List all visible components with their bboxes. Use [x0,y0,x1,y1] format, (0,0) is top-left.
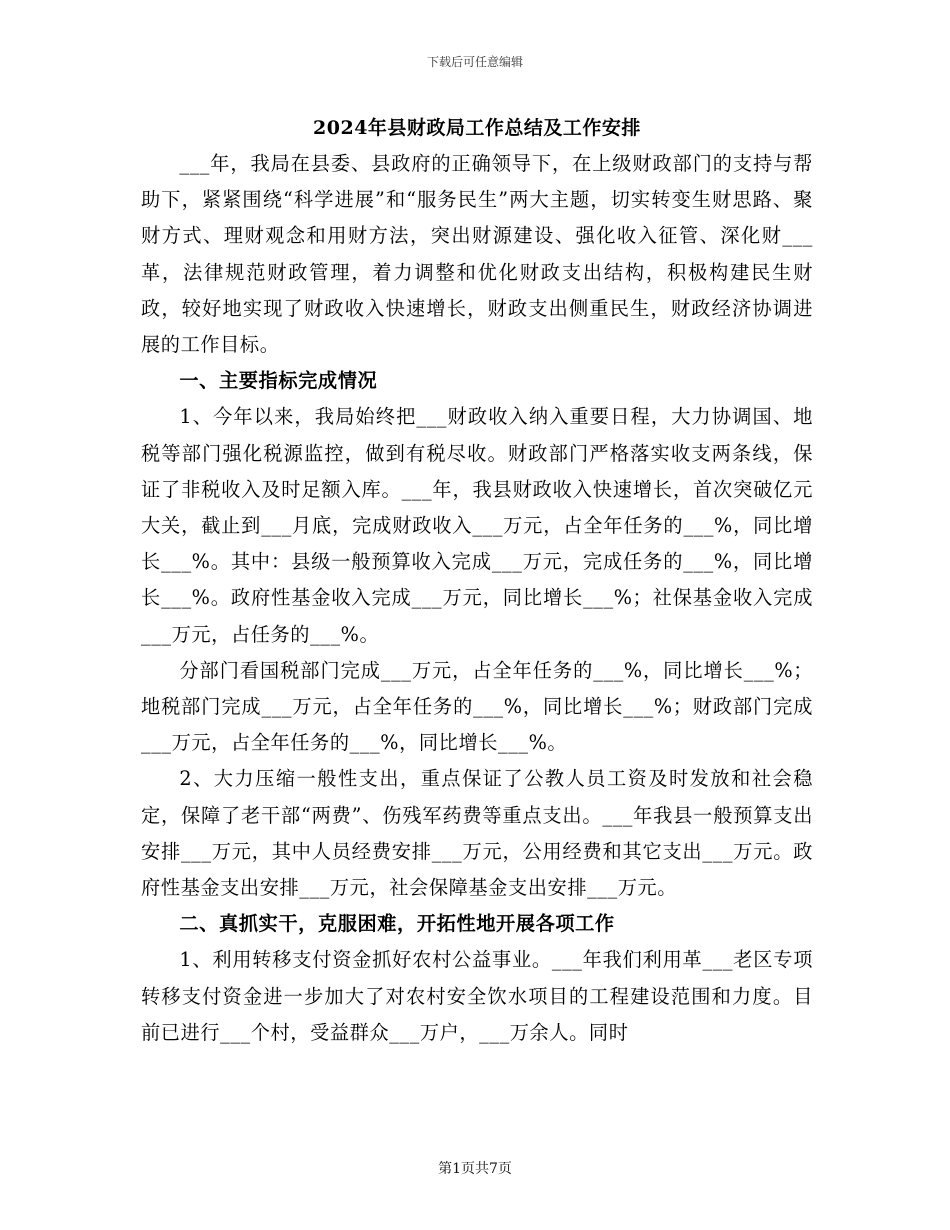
section-1-paragraph-3: 2、大力压缩一般性支出，重点保证了公教人员工资及时发放和社会稳定，保障了老干部“两费”、伤残军药费等重点支出。___年我县一般预算支出安排___万元，其中人员经费安排___万元，公用经费和其它支出___万元。政府性基金支出安排___万元，社会保障基金支出安排___万元。 [141,767,813,900]
section-2-heading: 二、真抓实干，克服困难，开拓性地开展各项工作 [179,912,615,936]
document-body [141,110,813,1051]
page-header-note: 下载后可任意编辑 [426,55,523,69]
section-1-paragraph-1: 1、今年以来，我局始终把___财政收入纳入重要日程，大力协调国、地税等部门强化税源监控，做到有税尽收。财政部门严格落实收支两条线，保证了非税收入及时足额入库。___年，我县财政收入快速增长，首次突破亿元大关，截止到___月底，完成财政收入___万元，占全年任务的___%，同比增长___%。其中：县级一般预算收入完成___万元，完成任务的___%，同比增长___%。政府性基金收入完成___万元，同比增长___%；社保基金收入完成___万元，占任务的___%。 [141,405,813,646]
intro-paragraph: ___年，我局在县委、县政府的正确领导下，在上级财政部门的支持与帮助下，紧紧围绕“科学进展”和“服务民生”两大主题，切实转变生财思路、聚财方式、理财观念和用财方法，突出财源建设、强化收入征管、深化财___革，法律规范财政管理，着力调整和优化财政支出结构，积极构建民生财政，较好地实现了财政收入快速增长，财政支出侧重民生，财政经济协调进展的工作目标。 [141,152,813,357]
section-1-heading: 一、主要指标完成情况 [179,369,378,393]
page-footer-number: 第1页共7页 [438,1161,512,1177]
section-1-paragraph-2: 分部门看国税部门完成___万元，占全年任务的___%，同比增长___%；地税部门完成___万元，占全年任务的___%，同比增长___%；财政部门完成___万元，占全年任务的___%，同比增长___%。 [141,658,813,755]
section-2-paragraph-1: 1、利用转移支付资金抓好农村公益事业。___年我们利用革___老区专项转移支付资金进一步加大了对农村安全饮水项目的工程建设范围和力度。目前已进行___个村，受益群众___万户，___万余人。同时 [141,948,813,1044]
document-title: 2024年县财政局工作总结及工作安排 [313,117,641,139]
